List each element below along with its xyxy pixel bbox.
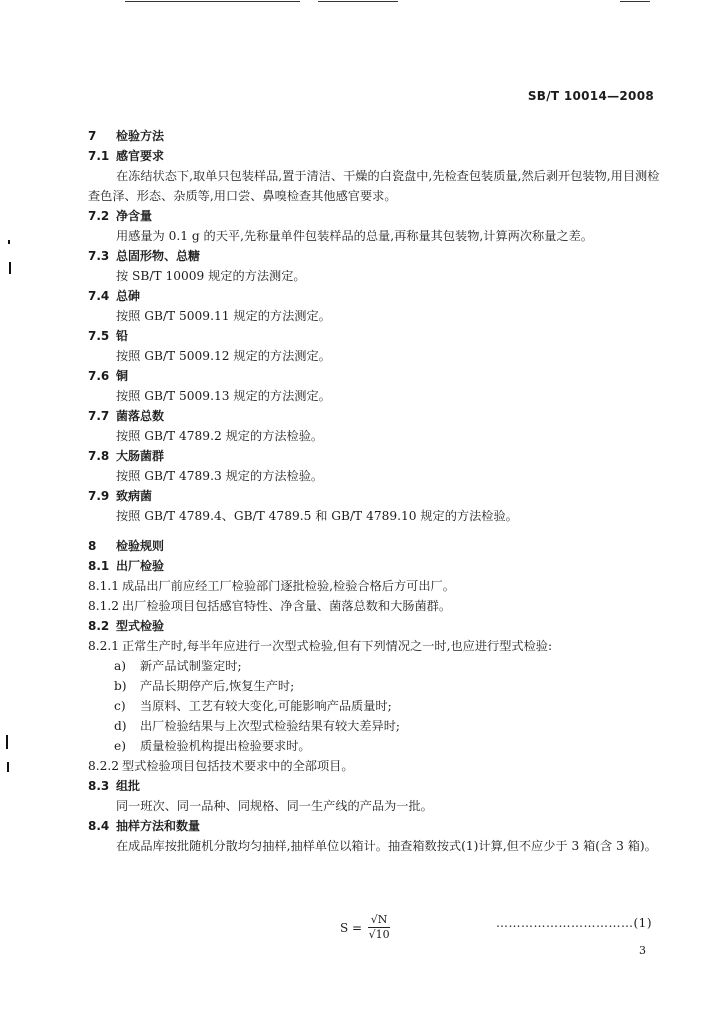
formula-fraction bbox=[368, 914, 390, 941]
heading-title: 大肠菌群 bbox=[116, 449, 165, 463]
scan-speck bbox=[6, 735, 8, 749]
heading-number: 8.1 bbox=[88, 559, 110, 573]
body-text bbox=[88, 466, 660, 486]
heading-number: 7.2 bbox=[88, 209, 110, 223]
heading-number: 7.6 bbox=[88, 369, 110, 383]
subsection-heading bbox=[88, 446, 660, 466]
formula-numerator: √N bbox=[370, 913, 388, 926]
paragraph-text: 在成品库按批随机分散均匀抽样,抽样单位以箱计。抽查箱数按式(1)计算,但不应少于 3 箱(含 3 箱)。 bbox=[116, 839, 657, 853]
subsection-heading bbox=[88, 616, 660, 636]
clause-number: 8.1.1 bbox=[88, 579, 120, 593]
clause-number: 8.2.2 bbox=[88, 759, 120, 773]
subsection-heading bbox=[88, 146, 660, 166]
formula-lhs: S = bbox=[340, 920, 363, 935]
heading-number: 7.1 bbox=[88, 149, 110, 163]
clause-text: 成品出厂前应经工厂检验部门逐批检验,检验合格后方可出厂。 bbox=[122, 579, 455, 593]
body-text bbox=[88, 506, 660, 526]
scan-line bbox=[318, 1, 398, 2]
list-item-text: 产品长期停产后,恢复生产时; bbox=[140, 679, 295, 693]
numbered-clause bbox=[88, 596, 660, 616]
heading-title: 出厂检验 bbox=[116, 559, 165, 573]
body-text bbox=[88, 426, 660, 446]
heading-number: 7.8 bbox=[88, 449, 110, 463]
subsection-heading bbox=[88, 776, 660, 796]
heading-title: 菌落总数 bbox=[116, 409, 165, 423]
heading-title: 检验规则 bbox=[116, 539, 165, 553]
subsection-heading bbox=[88, 556, 660, 576]
section-heading bbox=[88, 536, 660, 556]
formula-denominator: √10 bbox=[368, 928, 390, 941]
body-text bbox=[88, 796, 660, 816]
document-body bbox=[88, 126, 660, 856]
list-marker: e) bbox=[114, 739, 126, 753]
subsection-heading bbox=[88, 246, 660, 266]
body-text-content: 按 SB/T 10009 规定的方法测定。 bbox=[116, 269, 306, 283]
numbered-clause bbox=[88, 636, 660, 656]
list-item-text: 新产品试制鉴定时; bbox=[140, 659, 242, 673]
subsection-heading bbox=[88, 486, 660, 506]
body-text-content: 按照 GB/T 4789.2 规定的方法检验。 bbox=[116, 429, 324, 443]
heading-title: 组批 bbox=[116, 779, 141, 793]
scan-line bbox=[125, 1, 300, 2]
list-item bbox=[88, 656, 660, 676]
subsection-heading bbox=[88, 326, 660, 346]
list-item bbox=[88, 736, 660, 756]
subsection-heading bbox=[88, 286, 660, 306]
heading-number: 8.4 bbox=[88, 819, 110, 833]
body-text bbox=[88, 306, 660, 326]
heading-title: 总砷 bbox=[116, 289, 141, 303]
paragraph-text: 在冻结状态下,取单只包装样品,置于清洁、干燥的白瓷盘中,先检查包装质量,然后剥开包装物,用目测检查色泽、形态、杂质等,用口尝、鼻嗅检查其他感官要求。 bbox=[88, 169, 660, 203]
heading-number: 7.5 bbox=[88, 329, 110, 343]
equation-number: ……………………………(1) bbox=[496, 916, 652, 930]
paragraph bbox=[88, 836, 660, 856]
subsection-heading bbox=[88, 206, 660, 226]
heading-number: 7.7 bbox=[88, 409, 110, 423]
heading-title: 总固形物、总糖 bbox=[116, 249, 201, 263]
heading-number: 7.9 bbox=[88, 489, 110, 503]
clause-text: 出厂检验项目包括感官特性、净含量、菌落总数和大肠菌群。 bbox=[122, 599, 452, 613]
clause-number: 8.1.2 bbox=[88, 599, 120, 613]
body-text-content: 按照 GB/T 4789.4、GB/T 4789.5 和 GB/T 4789.10 规定的方法检验。 bbox=[116, 509, 518, 523]
heading-number: 7 bbox=[88, 129, 97, 143]
scan-line bbox=[620, 1, 650, 2]
section-heading bbox=[88, 126, 660, 146]
list-marker: a) bbox=[114, 659, 127, 673]
numbered-clause bbox=[88, 576, 660, 596]
list-marker: b) bbox=[114, 679, 127, 693]
subsection-heading bbox=[88, 366, 660, 386]
heading-title: 铅 bbox=[116, 329, 129, 343]
subsection-heading bbox=[88, 816, 660, 836]
body-text bbox=[88, 386, 660, 406]
heading-number: 8.3 bbox=[88, 779, 110, 793]
body-text-content: 按照 GB/T 5009.12 规定的方法测定。 bbox=[116, 349, 331, 363]
list-item bbox=[88, 676, 660, 696]
body-text-content: 同一班次、同一品种、同规格、同一生产线的产品为一批。 bbox=[116, 799, 433, 813]
scan-speck bbox=[7, 762, 9, 772]
list-item-text: 当原料、工艺有较大变化,可能影响产品质量时; bbox=[140, 699, 392, 713]
heading-title: 感官要求 bbox=[116, 149, 165, 163]
list-item bbox=[88, 696, 660, 716]
body-text bbox=[88, 346, 660, 366]
heading-title: 致病菌 bbox=[116, 489, 153, 503]
body-text-content: 按照 GB/T 4789.3 规定的方法检验。 bbox=[116, 469, 324, 483]
heading-title: 净含量 bbox=[116, 209, 153, 223]
body-text-content: 用感量为 0.1 g 的天平,先称量单件包装样品的总量,再称量其包装物,计算两次称量之差。 bbox=[116, 229, 593, 243]
scan-speck bbox=[8, 240, 10, 244]
list-marker: c) bbox=[114, 699, 126, 713]
clause-text: 型式检验项目包括技术要求中的全部项目。 bbox=[122, 759, 354, 773]
heading-title: 铜 bbox=[116, 369, 129, 383]
heading-number: 8 bbox=[88, 539, 97, 553]
body-text-content: 按照 GB/T 5009.11 规定的方法测定。 bbox=[116, 309, 331, 323]
heading-number: 8.2 bbox=[88, 619, 110, 633]
body-text bbox=[88, 266, 660, 286]
numbered-clause bbox=[88, 756, 660, 776]
heading-number: 7.3 bbox=[88, 249, 110, 263]
page-number: 3 bbox=[639, 944, 646, 957]
standard-code: SB/T 10014—2008 bbox=[527, 89, 654, 103]
list-item bbox=[88, 716, 660, 736]
heading-title: 检验方法 bbox=[116, 129, 165, 143]
list-item-text: 出厂检验结果与上次型式检验结果有较大差异时; bbox=[140, 719, 401, 733]
paragraph bbox=[88, 166, 660, 206]
body-text-content: 按照 GB/T 5009.13 规定的方法测定。 bbox=[116, 389, 331, 403]
formula bbox=[340, 914, 390, 941]
heading-number: 7.4 bbox=[88, 289, 110, 303]
clause-text: 正常生产时,每半年应进行一次型式检验,但有下列情况之一时,也应进行型式检验: bbox=[122, 639, 553, 653]
scan-speck bbox=[9, 262, 11, 274]
heading-title: 型式检验 bbox=[116, 619, 165, 633]
clause-number: 8.2.1 bbox=[88, 639, 120, 653]
list-marker: d) bbox=[114, 719, 127, 733]
list-item-text: 质量检验机构提出检验要求时。 bbox=[140, 739, 311, 753]
subsection-heading bbox=[88, 406, 660, 426]
body-text bbox=[88, 226, 660, 246]
section-gap bbox=[88, 526, 660, 536]
heading-title: 抽样方法和数量 bbox=[116, 819, 201, 833]
